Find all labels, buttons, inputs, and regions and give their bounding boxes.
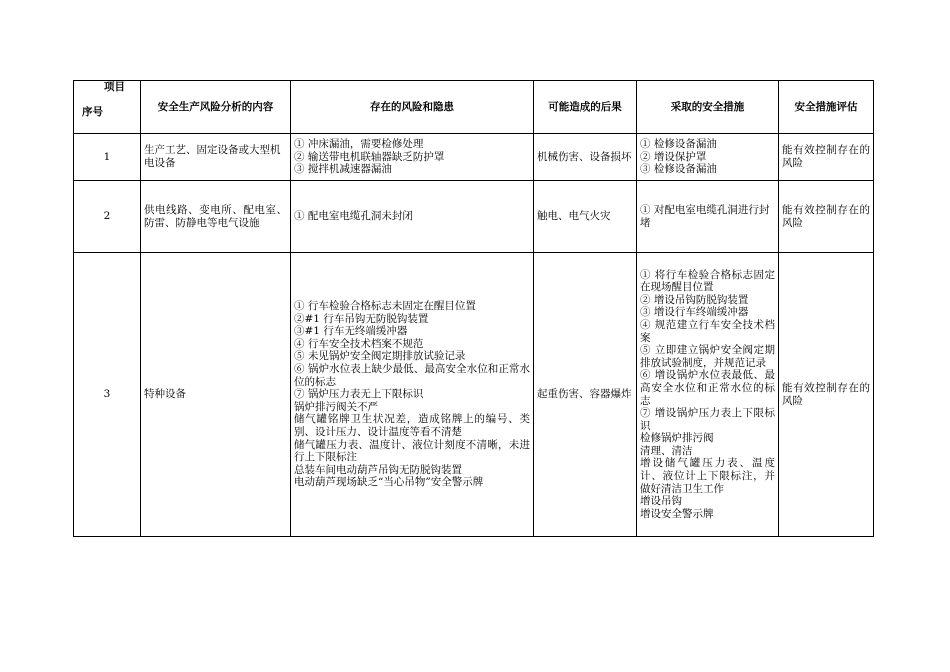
risk-item: ⑤ 未见锅炉安全阀定期排放试验记录	[294, 350, 466, 363]
measures-cell	[637, 253, 779, 537]
risks-cell	[291, 253, 534, 537]
measure-item: 增设储气罐压力表、温度计、液位计上下限标注，并做好清洁卫生工作	[640, 457, 775, 495]
risk-item: 储气罐压力表、温度计、液位计刻度不清晰，未进行上下限标注	[294, 438, 530, 464]
measure-item: ① 将行车检验合格标志固定在现场醒目位置	[640, 268, 775, 294]
measure-item: ① 对配电室电缆孔洞进行封堵	[640, 203, 770, 229]
measure-item: ② 增设保护罩	[640, 150, 707, 163]
risks-header: 存在的风险和隐患	[291, 81, 534, 134]
table-row	[74, 253, 874, 537]
seq-header	[74, 81, 141, 134]
table-row	[74, 134, 874, 181]
risk-item: ① 冲床漏油，需要检修处理	[294, 138, 424, 151]
row-number: 3	[74, 253, 141, 537]
evaluation-header: 安全措施评估	[779, 81, 874, 134]
risk-item: ① 行车检验合格标志未固定在醒目位置	[294, 300, 476, 313]
measure-item: 增设安全警示牌	[640, 507, 714, 520]
content-header: 安全生产风险分析的内容	[141, 81, 291, 134]
header-row	[74, 81, 874, 134]
consequences-cell: 机械伤害、设备损坏	[534, 134, 637, 181]
risk-content-cell: 供电线路、变电所、配电室、防雷、防静电等电气设施	[141, 181, 291, 253]
risk-item: ① 配电室电缆孔洞未封闭	[294, 210, 413, 223]
risk-content-cell: 生产工艺、固定设备或大型机电设备	[141, 134, 291, 181]
risk-item: ③#1 行车无终端缓冲器	[294, 325, 408, 338]
risk-item: 总装车间电动葫芦吊钩无防脱钩装置	[294, 463, 462, 476]
measure-item: ⑥ 增设锅炉水位表最低、最高安全水位和正常水位的标志	[640, 369, 775, 407]
measures-cell	[637, 181, 779, 253]
risk-item: ⑥ 锅炉水位表上缺少最低、最高安全水位和正常水位的标志	[294, 363, 530, 388]
measure-item: 检修锅炉排污阀	[640, 432, 714, 445]
row-number: 1	[74, 134, 141, 181]
evaluation-cell: 能有效控制存在的风险	[779, 253, 874, 537]
risk-item: ③ 搅拌机减速器漏油	[294, 163, 392, 176]
risks-cell	[291, 134, 534, 181]
risk-item: ② 输送带电机联轴器缺乏防护罩	[294, 150, 445, 163]
seq-header-bottom: 序号	[82, 106, 103, 119]
measure-item: 清理、清洁	[640, 444, 693, 457]
measure-item: ④ 规范建立行车安全技术档案	[640, 318, 775, 344]
risk-analysis-table	[73, 80, 874, 537]
risks-cell	[291, 181, 534, 253]
risk-item: 储气罐铭牌卫生状况差，造成铭牌上的编号、类别、设计压力、设计温度等看不清楚	[294, 413, 530, 438]
evaluation-cell: 能有效控制存在的风险	[779, 181, 874, 253]
row-number: 2	[74, 181, 141, 253]
measure-item: ③ 增设行车终端缓冲器	[640, 306, 749, 319]
risk-item: ④ 行车安全技术档案不规范	[294, 337, 424, 350]
consequences-cell: 触电、电气火灾	[534, 181, 637, 253]
risk-item: 锅炉排污阀关不严	[294, 400, 378, 413]
risk-item: ⑦ 锅炉压力表无上下限标识	[294, 388, 424, 401]
measure-item: ⑤ 立即建立锅炉安全阀定期排放试验制度，并规范记录	[640, 344, 775, 369]
measures-cell	[637, 134, 779, 181]
risk-item: ②#1 行车吊钩无防脱钩装置	[294, 312, 429, 325]
consequences-header: 可能造成的后果	[534, 81, 637, 134]
measure-item: 增设吊钩	[640, 495, 682, 508]
consequences-cell: 起重伤害、容器爆炸	[534, 253, 637, 537]
seq-header-top: 项目	[104, 81, 125, 93]
risk-item: 电动葫芦现场缺乏“当心吊物”安全警示牌	[294, 476, 484, 489]
measure-item: ① 检修设备漏油	[640, 138, 717, 151]
table-row	[74, 181, 874, 253]
risk-content-cell: 特种设备	[141, 253, 291, 537]
measures-header: 采取的安全措施	[637, 81, 779, 134]
measure-item: ② 增设吊钩防脱钩装置	[640, 293, 749, 306]
evaluation-cell: 能有效控制存在的风险	[779, 134, 874, 181]
measure-item: ③ 检修设备漏油	[640, 163, 717, 176]
measure-item: ⑦ 增设锅炉压力表上下限标识	[640, 407, 775, 432]
